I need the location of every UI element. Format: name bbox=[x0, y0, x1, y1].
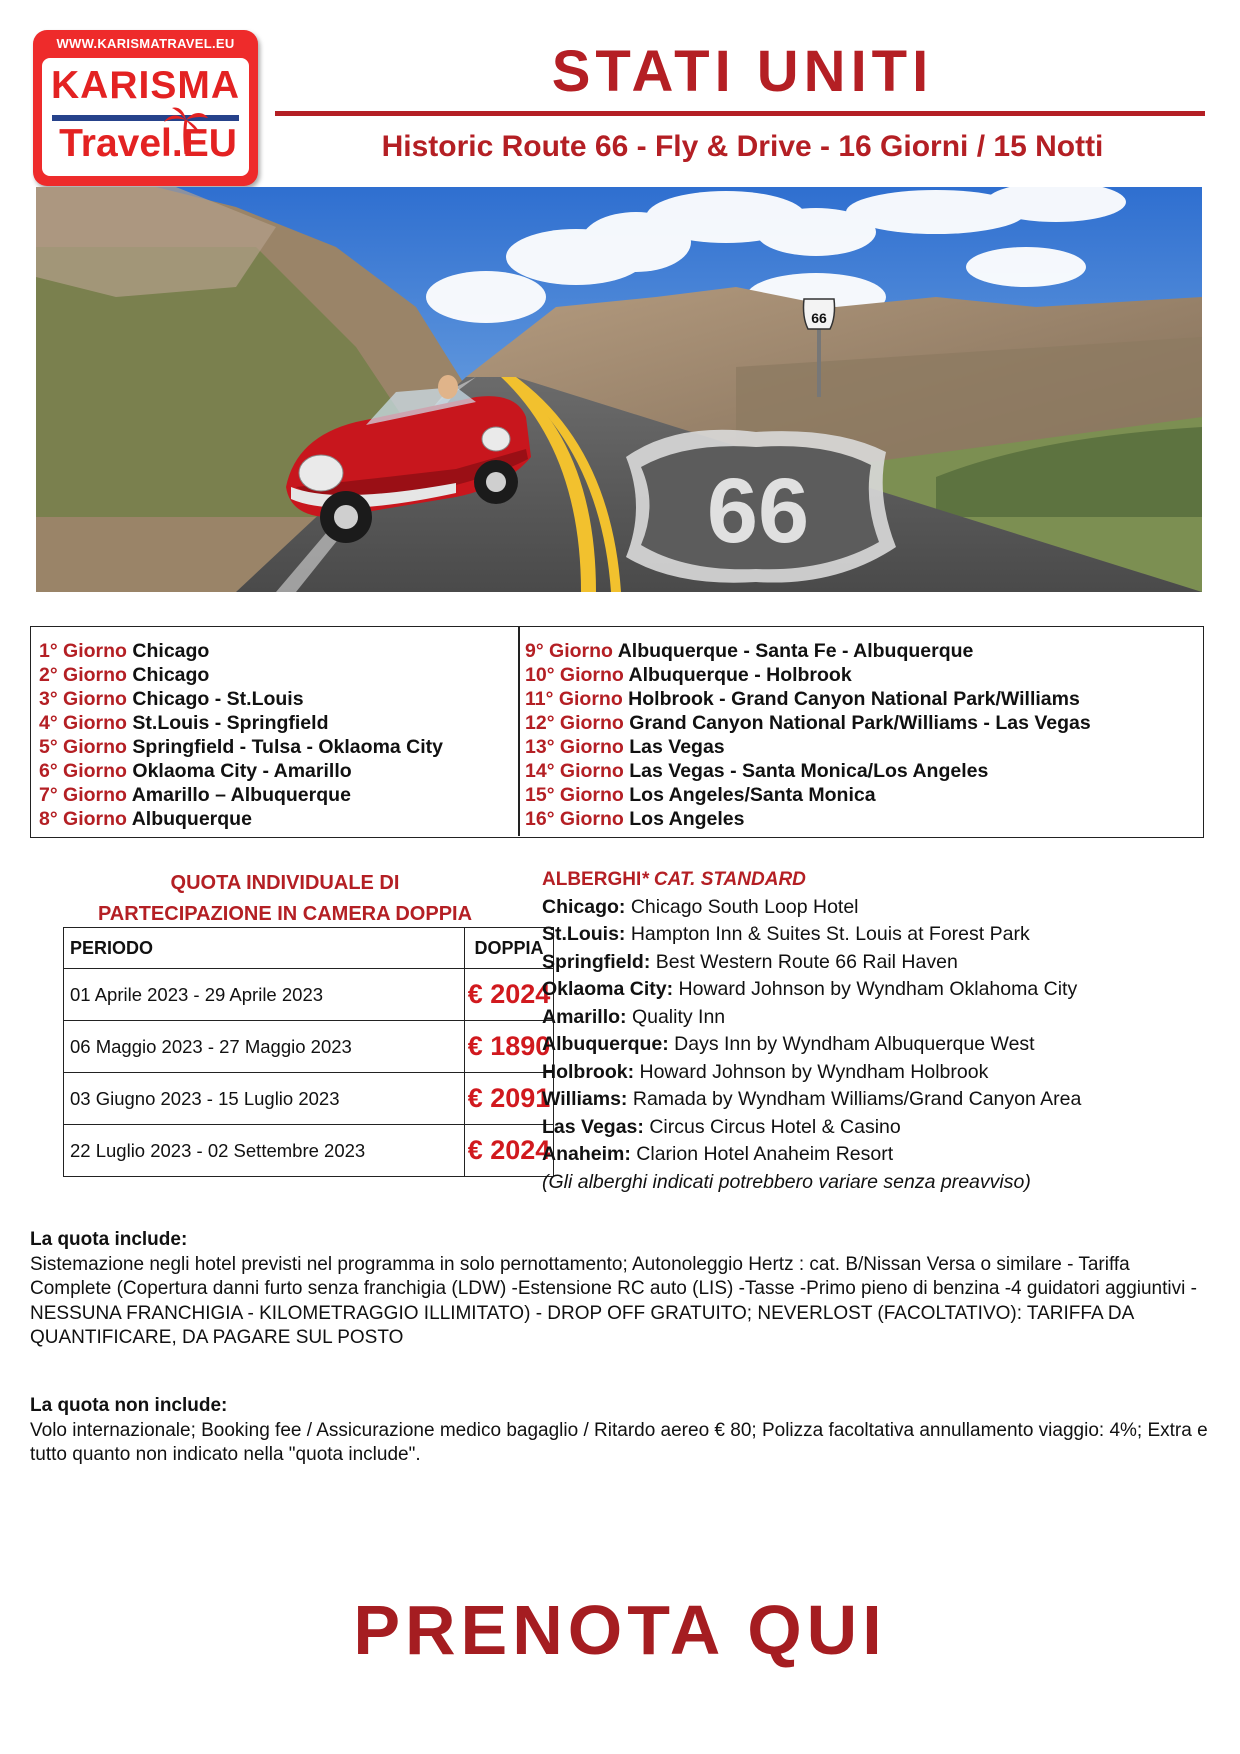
itinerary-left-column bbox=[39, 639, 443, 831]
itinerary-row: 7° Giorno Amarillo – Albuquerque bbox=[39, 784, 351, 806]
itinerary-row: 15° Giorno Los Angeles/Santa Monica bbox=[525, 784, 876, 806]
logo-url: WWW.KARISMATRAVEL.EU bbox=[56, 36, 235, 51]
itinerary-row: 8° Giorno Albuquerque bbox=[39, 808, 252, 830]
quota-title-line1: QUOTA INDIVIDUALE DI bbox=[170, 872, 400, 894]
table-row bbox=[64, 1073, 554, 1125]
hotel-row: Las Vegas: Circus Circus Hotel & Casino bbox=[542, 1115, 901, 1138]
includes-section bbox=[30, 1228, 1210, 1351]
table-row bbox=[64, 1021, 554, 1073]
logo-name: KARISMA bbox=[51, 64, 240, 107]
hero-image bbox=[36, 187, 1202, 592]
price-cell: € 2091 bbox=[465, 1073, 554, 1125]
itinerary-row: 11° Giorno Holbrook - Grand Canyon National Park/Williams bbox=[525, 688, 1080, 710]
price-cell: € 1890 bbox=[465, 1021, 554, 1073]
logo-subname: Travel.EU bbox=[59, 122, 237, 165]
period-cell: 06 Maggio 2023 - 27 Maggio 2023 bbox=[64, 1021, 465, 1073]
route-66-illustration bbox=[36, 187, 1202, 592]
header-period: PERIODO bbox=[64, 928, 465, 969]
hotel-row: Anaheim: Clarion Hotel Anaheim Resort bbox=[542, 1143, 894, 1165]
logo-divider bbox=[52, 115, 239, 121]
itinerary-row: 10° Giorno Albuquerque - Holbrook bbox=[525, 664, 852, 686]
quota-title-line2: PARTECIPAZIONE IN CAMERA DOPPIA bbox=[97, 903, 473, 925]
includes-heading: La quota include: bbox=[30, 1229, 188, 1250]
hotel-row: Oklaoma City: Howard Johnson by Wyndham Oklahoma City bbox=[542, 978, 1078, 1000]
page-subtitle: Historic Route 66 - Fly & Drive - 16 Giorni / 15 Notti bbox=[381, 130, 1104, 163]
price-cell: € 2024 bbox=[465, 969, 554, 1021]
quota-title bbox=[60, 868, 510, 930]
book-now-link[interactable]: PRENOTA QUI bbox=[353, 1591, 887, 1669]
price-table bbox=[63, 927, 554, 1177]
itinerary-right-column bbox=[525, 639, 1091, 831]
hotel-row: St.Louis: Hampton Inn & Suites St. Louis at Forest Park bbox=[542, 923, 1030, 945]
itinerary-row: 9° Giorno Albuquerque - Santa Fe - Albuquerque bbox=[525, 640, 974, 662]
itinerary-row: 2° Giorno Chicago bbox=[39, 664, 210, 686]
hotel-row: Holbrook: Howard Johnson by Wyndham Holbrook bbox=[542, 1060, 989, 1083]
karisma-logo[interactable] bbox=[33, 30, 258, 186]
itinerary-row: 12° Giorno Grand Canyon National Park/Williams - Las Vegas bbox=[525, 712, 1091, 734]
svg-text:66: 66 bbox=[706, 460, 810, 562]
logo-inner bbox=[42, 58, 249, 176]
period-cell: 22 Luglio 2023 - 02 Settembre 2023 bbox=[64, 1125, 465, 1177]
hotel-row: Albuquerque: Days Inn by Wyndham Albuquerque West bbox=[542, 1033, 1035, 1055]
itinerary-row: 16° Giorno Los Angeles bbox=[525, 808, 745, 830]
itinerary-row: 5° Giorno Springfield - Tulsa - Oklaoma City bbox=[39, 736, 444, 758]
itinerary-row: 3° Giorno Chicago - St.Louis bbox=[39, 688, 304, 710]
price-cell: € 2024 bbox=[465, 1125, 554, 1177]
hotels-title: ALBERGHI* CAT. STANDARD bbox=[542, 869, 806, 890]
price-table-header bbox=[64, 928, 554, 969]
excludes-section bbox=[30, 1394, 1210, 1468]
itinerary-row: 14° Giorno Las Vegas - Santa Monica/Los Angeles bbox=[525, 760, 989, 782]
itinerary-row: 13° Giorno Las Vegas bbox=[525, 736, 725, 758]
header-price: DOPPIA bbox=[465, 928, 554, 969]
hotel-row: Williams: Ramada by Wyndham Williams/Grand Canyon Area bbox=[542, 1088, 1082, 1110]
excludes-heading: La quota non include: bbox=[30, 1395, 228, 1416]
itinerary-row: 4° Giorno St.Louis - Springfield bbox=[39, 712, 329, 734]
hotel-row: Chicago: Chicago South Loop Hotel bbox=[542, 895, 859, 918]
hotel-row: Springfield: Best Western Route 66 Rail Haven bbox=[542, 950, 958, 973]
itinerary-divider bbox=[518, 627, 520, 836]
table-row bbox=[64, 969, 554, 1021]
itinerary-row: 1° Giorno Chicago bbox=[39, 640, 210, 662]
period-cell: 03 Giugno 2023 - 15 Luglio 2023 bbox=[64, 1073, 465, 1125]
svg-text:66: 66 bbox=[811, 310, 827, 326]
excludes-text: Volo internazionale; Booking fee / Assicurazione medico bagaglio / Ritardo aereo € 80; Polizza facoltativa annullamento viaggio: 4%; Extra e tutto quanto non indicato nella "quota include". bbox=[30, 1419, 1208, 1465]
title-divider bbox=[275, 111, 1205, 116]
page-title: STATI UNITI bbox=[551, 39, 934, 104]
table-row bbox=[64, 1125, 554, 1177]
itinerary-row: 6° Giorno Oklaoma City - Amarillo bbox=[39, 760, 352, 782]
road-66-marking bbox=[626, 430, 896, 583]
hotels-list bbox=[542, 866, 1081, 1196]
includes-text: Sistemazione negli hotel previsti nel programma in solo pernottamento; Autonoleggio Hertz : cat. B/Nissan Versa o similare - Tariffa Complete (Copertura danni furto senza franchigia (LDW) -Estensione RC auto (LIS) -Tasse -Primo pieno di benzina -4 guidatori aggiuntivi - NESSUNA FRANCHIGIA - KILOMETRAGGIO ILLIMITATO) - DROP OFF GRATUITO; NEVERLOST (FACOLTATIVO): TARIFFA DA QUANTIFICARE, DA PAGARE SUL POSTO bbox=[30, 1253, 1197, 1348]
period-cell: 01 Aprile 2023 - 29 Aprile 2023 bbox=[64, 969, 465, 1021]
hotel-row: Amarillo: Quality Inn bbox=[542, 1005, 726, 1028]
itinerary-box bbox=[30, 626, 1204, 838]
hotels-note: (Gli alberghi indicati potrebbero variare senza preavviso) bbox=[542, 1170, 1031, 1193]
